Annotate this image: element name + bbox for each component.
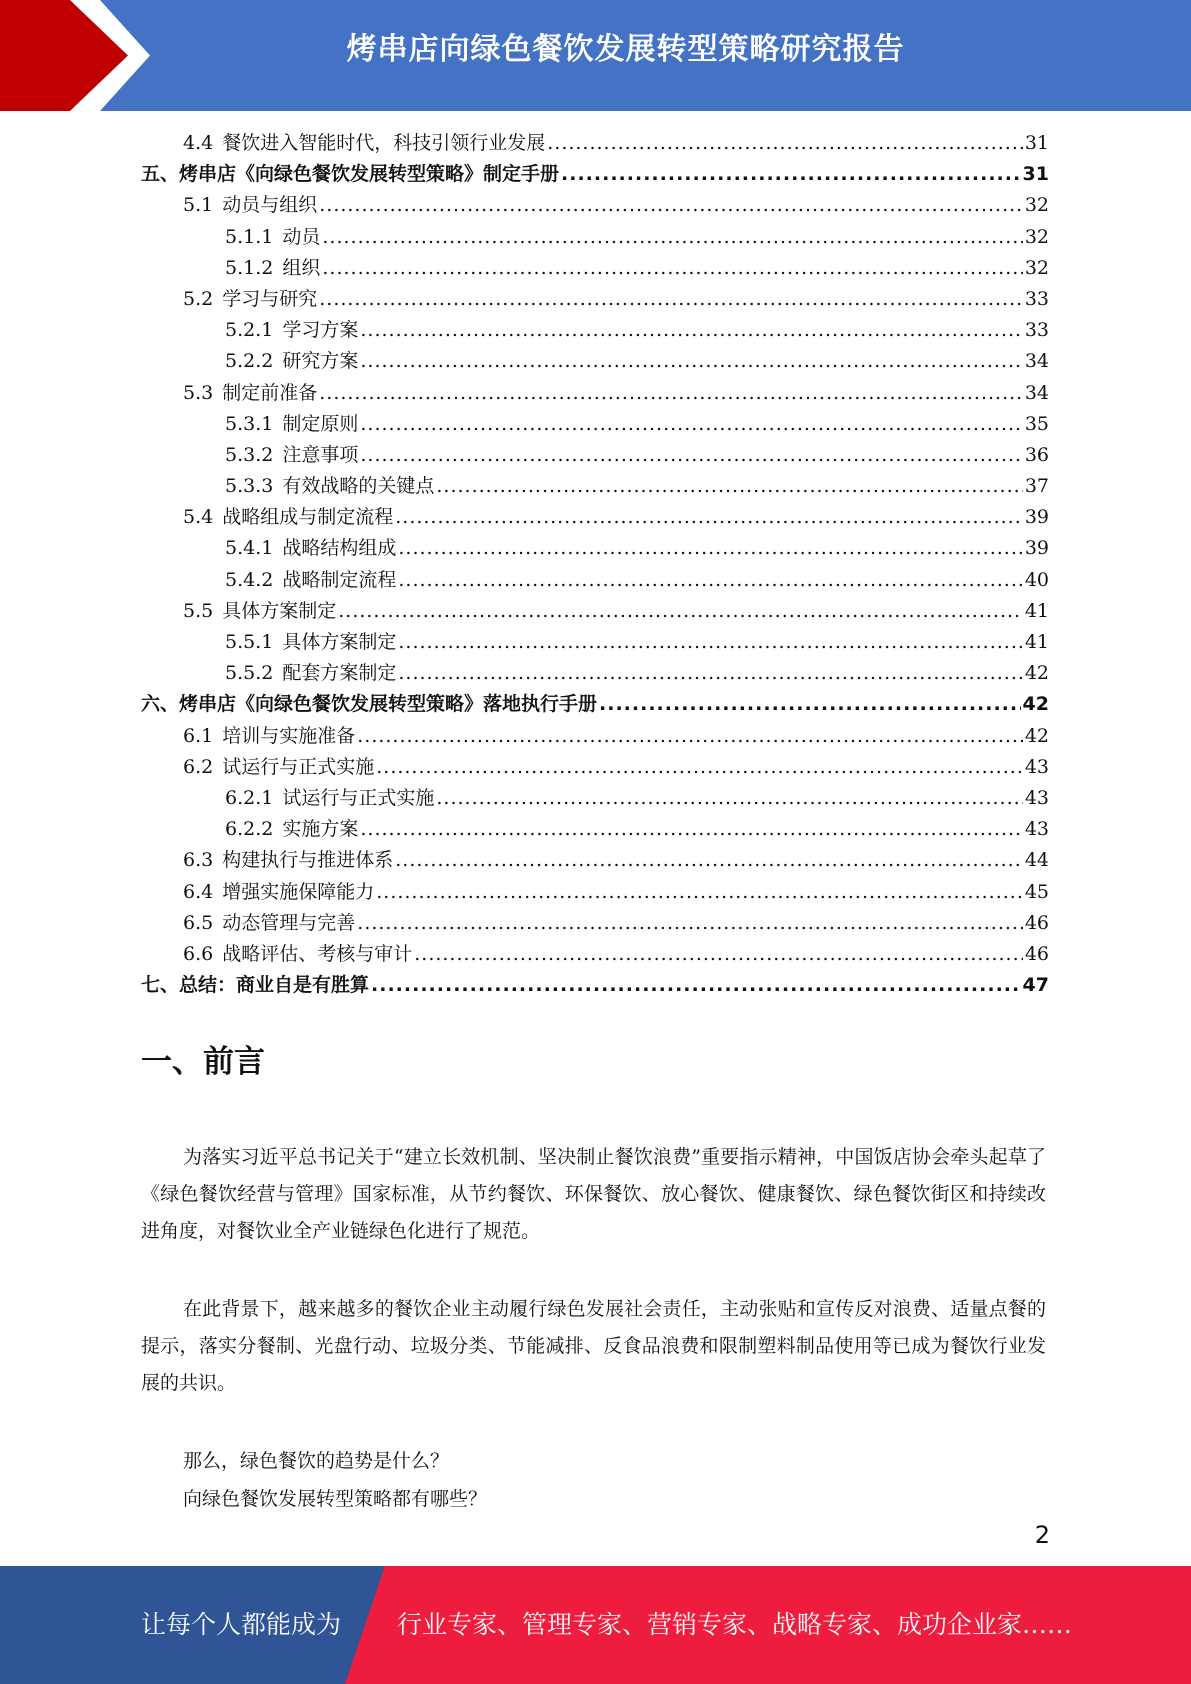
toc-entry-page: 31 [1022, 163, 1049, 186]
toc-entry-number: 6.6 [183, 942, 214, 965]
toc-dot-leader [360, 814, 1022, 845]
toc-entry-title: 餐饮进入智能时代，科技引领行业发展 [222, 132, 546, 154]
toc-entry-page: 41 [1024, 599, 1049, 622]
toc-entry-page: 32 [1024, 194, 1049, 217]
section-heading: 一、前言 [141, 1044, 265, 1080]
toc-entry-title: 战略制定流程 [282, 568, 397, 591]
toc-entry[interactable] [141, 315, 1049, 346]
toc-dot-leader [376, 877, 1023, 908]
toc-entry-number: 5.2.1 [225, 319, 274, 342]
toc-entry-page: 43 [1024, 755, 1049, 778]
toc-dot-leader [414, 939, 1023, 970]
toc-entry-title: 学习方案 [282, 319, 359, 342]
toc-entry[interactable] [141, 222, 1049, 253]
toc-entry-number: 5.4.1 [225, 537, 274, 560]
toc-dot-leader [398, 533, 1022, 564]
toc-dot-leader [319, 284, 1023, 315]
toc-entry-title: 实施方案 [282, 818, 359, 841]
toc-entry[interactable] [141, 346, 1049, 377]
toc-entry-page: 39 [1024, 537, 1049, 560]
toc-entry-page: 42 [1024, 662, 1049, 685]
toc-entry-number: 6.2.1 [225, 786, 274, 809]
toc-entry-number: 5.3 [183, 381, 214, 404]
toc-entry[interactable] [141, 533, 1049, 564]
toc-entry-number: 6.2.2 [225, 818, 274, 841]
toc-entry[interactable] [141, 471, 1049, 502]
toc-entry[interactable] [141, 627, 1049, 658]
toc-entry[interactable] [141, 658, 1049, 689]
toc-entry-page: 37 [1024, 475, 1049, 498]
body-paragraph: 在此背景下，越来越多的餐饮企业主动履行绿色发展社会责任，主动张贴和宣传反对浪费、适量点餐的提示，落实分餐制、光盘行动、垃圾分类、节能减排、反食品浪费和限制塑料制品使用等已成为餐饮行业发展的共识。 [141, 1298, 1046, 1394]
toc-entry-number: 6.5 [183, 911, 214, 934]
report-title: 烤串店向绿色餐饮发展转型策略研究报告 [346, 32, 905, 67]
toc-entry-number: 5.4 [183, 506, 214, 529]
toc-entry-title: 组织 [282, 256, 321, 279]
toc-entry[interactable] [141, 409, 1049, 440]
page-number: 2 [1034, 1521, 1050, 1549]
toc-dot-leader [398, 658, 1022, 689]
toc-entry[interactable] [141, 877, 1049, 908]
toc-entry[interactable] [141, 814, 1049, 845]
toc-entry-title: 制定前准备 [222, 381, 318, 404]
toc-entry-page: 33 [1024, 319, 1049, 342]
toc-entry-number: 5.5.2 [225, 662, 274, 685]
toc-entry[interactable] [141, 128, 1049, 159]
toc-entry-title: 六、烤串店《向绿色餐饮发展转型策略》落地执行手册 [141, 693, 598, 716]
toc-entry-title: 具体方案制定 [222, 599, 337, 622]
toc-entry-number: 6.3 [183, 849, 214, 872]
toc-entry-page: 32 [1024, 256, 1049, 279]
toc-entry[interactable] [141, 752, 1049, 783]
toc-entry-number: 4.4 [183, 132, 214, 154]
toc-entry-title: 配套方案制定 [282, 662, 397, 685]
toc-entry-page: 43 [1024, 818, 1049, 841]
footer-banner [0, 1566, 1191, 1684]
toc-entry-page: 46 [1024, 911, 1049, 934]
toc-entry-number: 5.2.2 [225, 350, 274, 373]
toc-entry-page: 46 [1024, 942, 1049, 965]
toc-entry[interactable] [141, 190, 1049, 221]
toc-dot-leader [319, 190, 1023, 221]
toc-entry-number: 5.1.2 [225, 256, 274, 279]
toc-entry-number: 6.4 [183, 880, 214, 903]
toc-entry[interactable] [141, 378, 1049, 409]
toc-entry-number: 5.2 [183, 287, 214, 310]
toc-entry[interactable] [141, 783, 1049, 814]
toc-entry[interactable] [141, 970, 1049, 1001]
toc-entry[interactable] [141, 253, 1049, 284]
toc-entry-title: 试运行与正式实施 [282, 786, 435, 809]
toc-entry-page: 42 [1024, 724, 1049, 747]
toc-entry-page: 41 [1024, 631, 1049, 653]
toc-entry-number: 5.1.1 [225, 225, 274, 248]
toc-entry-title: 战略结构组成 [282, 537, 397, 560]
toc-dot-leader [360, 315, 1022, 346]
toc-dot-leader [319, 378, 1023, 409]
toc-dot-leader [436, 783, 1022, 814]
toc-entry-number: 5.1 [183, 194, 214, 217]
toc-dot-leader [376, 752, 1023, 783]
toc-entry-title: 培训与实施准备 [222, 724, 356, 747]
toc-dot-leader [357, 908, 1023, 939]
toc-entry-page: 42 [1022, 693, 1049, 716]
toc-entry-title: 制定原则 [282, 412, 359, 435]
toc-entry-title: 试运行与正式实施 [222, 755, 375, 778]
toc-entry-title: 学习与研究 [222, 287, 318, 310]
toc-entry-number: 6.1 [183, 724, 214, 747]
question-line: 向绿色餐饮发展转型策略都有哪些？ [183, 1488, 488, 1510]
toc-entry-title: 七、总结：商业自是有胜算 [141, 974, 370, 997]
toc-entry-page: 43 [1024, 786, 1049, 809]
toc-dot-leader [360, 409, 1022, 440]
question-line: 那么，绿色餐饮的趋势是什么？ [183, 1450, 450, 1472]
footer-slogan-right: 行业专家、管理专家、营销专家、战略专家、成功企业家…… [397, 1610, 1073, 1639]
toc-entry-page: 40 [1024, 568, 1049, 591]
toc-entry-page: 31 [1024, 132, 1049, 154]
toc-entry-page: 34 [1024, 350, 1049, 373]
toc-dot-leader [395, 845, 1023, 876]
toc-entry-number: 6.2 [183, 755, 214, 778]
toc-entry[interactable] [141, 721, 1049, 752]
toc-entry-title: 五、烤串店《向绿色餐饮发展转型策略》制定手册 [141, 163, 560, 186]
toc-entry-number: 5.4.2 [225, 568, 274, 591]
toc-dot-leader [599, 689, 1021, 720]
toc-entry[interactable] [141, 939, 1049, 970]
toc-entry[interactable] [141, 502, 1049, 533]
toc-entry-page: 32 [1024, 225, 1049, 248]
toc-entry-number: 5.3.2 [225, 443, 274, 466]
toc-entry-title: 研究方案 [282, 350, 359, 373]
toc-dot-leader [561, 159, 1021, 190]
toc-entry-page: 47 [1022, 974, 1049, 997]
toc-entry-title: 具体方案制定 [282, 631, 397, 653]
toc-entry-title: 动员与组织 [222, 194, 318, 217]
toc-entry-title: 有效战略的关键点 [282, 475, 435, 498]
toc-entry-page: 44 [1024, 849, 1049, 872]
body-paragraph: 为落实习近平总书记关于“建立长效机制、坚决制止餐饮浪费”重要指示精神，中国饭店协会牵头起草了《绿色餐饮经营与管理》国家标准，从节约餐饮、环保餐饮、放心餐饮、健康餐饮、绿色餐饮街区和持续改进角度，对餐饮业全产业链绿色化进行了规范。 [141, 1146, 1046, 1242]
toc-entry-number: 5.3.3 [225, 475, 274, 498]
toc-dot-leader [398, 565, 1022, 596]
toc-dot-leader [436, 471, 1022, 502]
toc-dot-leader [547, 128, 1023, 159]
toc-entry-title: 构建执行与推进体系 [222, 849, 394, 872]
toc-entry[interactable] [141, 845, 1049, 876]
toc-entry[interactable] [141, 908, 1049, 939]
toc-entry[interactable] [141, 596, 1049, 627]
toc-entry-page: 36 [1024, 443, 1049, 466]
toc-entry-title: 动员 [282, 225, 321, 248]
toc-entry-title: 注意事项 [282, 443, 359, 466]
toc-entry-page: 34 [1024, 381, 1049, 404]
toc-dot-leader [322, 222, 1022, 253]
toc-entry-number: 5.5 [183, 599, 214, 622]
toc-dot-leader [322, 253, 1022, 284]
toc-entry-title: 战略组成与制定流程 [222, 506, 394, 529]
table-of-contents [141, 128, 1049, 1001]
toc-entry[interactable] [141, 689, 1049, 720]
toc-entry-title: 动态管理与完善 [222, 911, 356, 934]
toc-dot-leader [398, 627, 1022, 658]
toc-dot-leader [371, 970, 1021, 1001]
toc-entry[interactable] [141, 565, 1049, 596]
toc-entry-page: 39 [1024, 506, 1049, 529]
toc-entry[interactable] [141, 284, 1049, 315]
toc-entry[interactable] [141, 440, 1049, 471]
toc-dot-leader [360, 346, 1022, 377]
toc-entry-number: 5.5.1 [225, 631, 274, 653]
footer-slogan-left: 让每个人都能成为 [141, 1610, 342, 1639]
header-banner [0, 0, 1191, 111]
toc-entry[interactable] [141, 159, 1049, 190]
toc-entry-page: 45 [1024, 880, 1049, 903]
toc-dot-leader [338, 596, 1023, 627]
toc-entry-title: 战略评估、考核与审计 [222, 942, 413, 965]
toc-entry-title: 增强实施保障能力 [222, 880, 375, 903]
toc-dot-leader [357, 721, 1023, 752]
toc-entry-number: 5.3.1 [225, 412, 274, 435]
toc-entry-page: 35 [1024, 412, 1049, 435]
toc-entry-page: 33 [1024, 287, 1049, 310]
toc-dot-leader [360, 440, 1022, 471]
toc-dot-leader [395, 502, 1023, 533]
